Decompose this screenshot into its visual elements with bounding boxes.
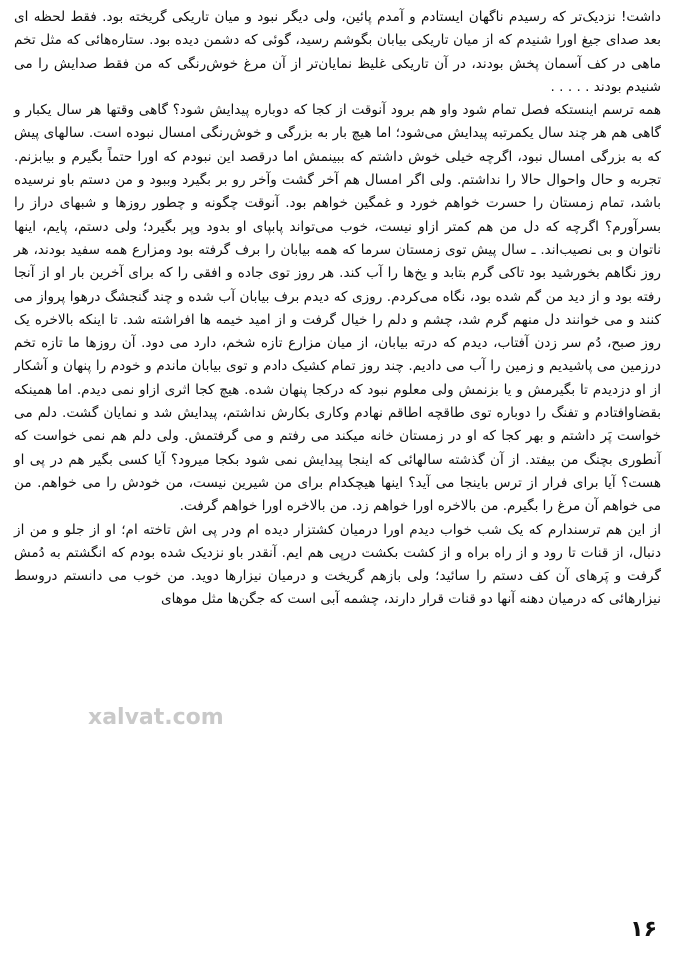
paragraph-3: از این هم ترسندارم که یک شب خواب دیدم اورا درمیان کشتزار دیده ام ودر پی اش تاخته ام؛ او از جلو و من از دنبال، از قنات تا رود و از راه براه و از کشت بکشت درپی هم ایم. آنقدر باو نزدیک شده بودم که انگشتم به دُمش گرفت و پَرهای آن کف دستم را سائید؛ ولی بازهم گریخت و درمیان نیزارها دوید. من خوب می دانستم دروسط نیزارهائی که درمیان دهنه آنها دو قنات قرار دارند، چشمه آبی است که جگن‌ها مثل موهای <box>14 521 661 608</box>
paragraph-1: داشت! نزدیک‌تر که رسیدم ناگهان ایستادم و آمدم پائین، ولی دیگر نبود و میان تاریکی گریخته بود. فقط لحظه ای بعد صدای جیغ اورا شنیدم که از میان تاریکی بیابان بگوشم رسید، گوئی که دشمن دیده بود. ستاره‌هائی که مثل تخم ماهی در کف آسمان پخش بودند، در آن تاریکی غلیظ نمایان‌تر از آن مرغ خوش‌رنگی که من فقط صدایش را می شنیدم بودند . . . . . <box>14 9 661 95</box>
paragraph-2: همه ترسم اینستکه فصل تمام شود واو هم برود آنوقت از کجا که دوباره پیدایش شود؟ گاهی وقتها هر سال یکبار و گاهی هم هر چند سال یکمرتبه پیدایش می‌شود؛ اما هیچ بار به بزرگی و خوش‌رنگی امسال نبوده است. سالهای پیش که به بزرگی امسال نبود، اگرچه خیلی خوش داشتم که ببینمش اما درقصد این نبودم که اورا حتماً بگیرم و بیابزنم. تجربه و حال واحوال حالا را نداشتم. ولی اگر امسال هم آخر گشت وآخر رو بر بگیرد وببود و من دستم باو نرسیده باشد، تمام زمستان را حسرت خواهم خورد و غمگین خواهم بود. آنوقت چگونه و چطور روزها و شبهای دراز را بسرآورم؟ اگرچه که دل من هم کمتر ازاو نیست، خوب می‌تواند پابپای او بدود وپر بگیرد؛ ولی دستم، پایم، اینها ناتوان و بی نصیب‌اند. ـ سال پیش توی زمستان سرما که همه بیابان را برف گرفته بود ومزارع همه سفید بودند، هر روز نگاهم بخورشید بود تاکی گرم بتابد و یخ‌ها را آب کند. هر روز توی جاده و افقی را که برای آخرین بار او از آنجا رفته بود و از دید من گم شده بود، نگاه می‌کردم. روزی که دیدم برف بیابان آب شده و چند گنجشگ درهوا پرواز می کنند و می خوانند دل منهم گرم شد، چشم و دلم را خیال گرفت و از امید خیمه ها افراشته شد. تا اینکه بالاخره یک روز صبح، دُم سر زدن آفتاب، دیدم که درته بیابان، از میان مزارع تازه شخم، دارد می دود. آن روزها ما تازه تخم درزمین می پاشیدیم و زمین را آب می دادیم. چند روز تمام کشیک دادم و توی بیابان ماندم و خودم را پنهان و آشکار از او دزدیدم تا بگیرمش و یا بزنمش ولی معلوم نبود که درکجا پنهان شده. هیچ کجا اثری ازاو نمی دیدم. اما همینکه بقضاوافتادم و تفنگ را دوباره توی طاقچه اطاقم نهادم وکاری بکارش نداشتم، پیدایش شد و نمایان گشت. دلم می خواست پَر داشتم و بهر کجا که او در زمستان خانه میکند می رفتم و می گرفتمش. ولی دلم هم نمی خواست که آنطوری بچنگ من بیفتد. از آن گذشته سالهائی که اینجا پیدایش نمی شود بکجا میرود؟ آیا کسی بگیر هم در پی او هست؟ آیا برای فرار از ترس باینجا می آید؟ اینها هیچکدام برای من شیرین نیست، من خودش را می خواهم. من می خواهم آن مرغ را بگیرم. من بالاخره اورا خواهم زد. من بالاخره اورا خواهم گرفت. <box>14 102 661 515</box>
body-text <box>14 6 661 612</box>
page-number: ۱۶ <box>630 917 657 942</box>
watermark: xalvat.com <box>88 705 224 730</box>
